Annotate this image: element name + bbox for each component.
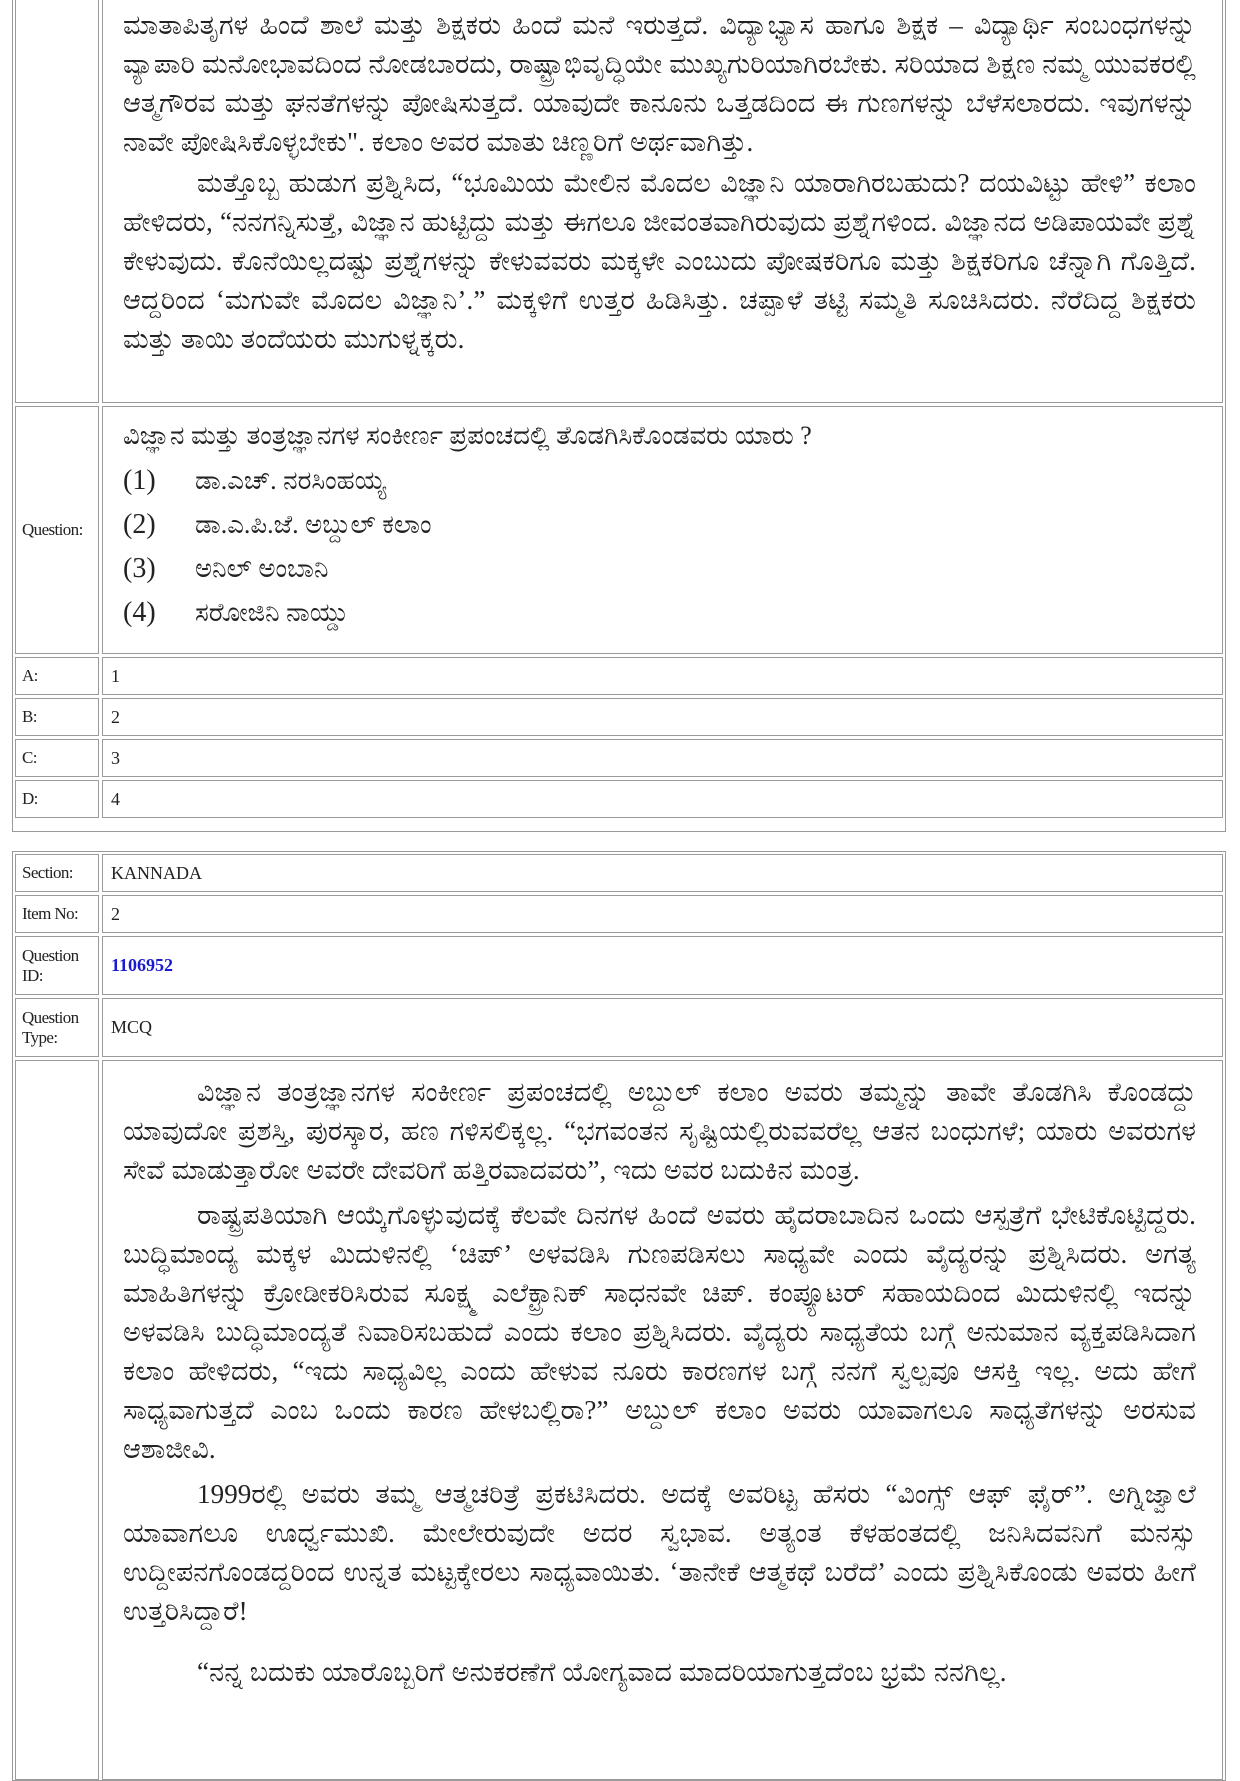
option-number: (1) <box>123 465 156 496</box>
question-type-row <box>15 998 1223 1057</box>
passage-paragraph: ರಾಷ್ಟ್ರಪತಿಯಾಗಿ ಆಯ್ಕೆಗೊಳ್ಳುವುದಕ್ಕೆ ಕೆಲವೇ ದಿನಗಳ ಹಿಂದೆ ಅವರು ಹೈದರಾಬಾದಿನ ಒಂದು ಆಸ್ಪತ್ರೆಗೆ ಭೇಟಿಕೊಟ್ಟಿದ್ದರು. ಬುದ್ಧಿಮಾಂದ್ಯ ಮಕ್ಕಳ ಮಿದುಳಿನಲ್ಲಿ ‘ಚಿಪ್’ ಅಳವಡಿಸಿ ಗುಣಪಡಿಸಲು ಸಾಧ್ಯವೇ ಎಂದು ವೈದ್ಯರನ್ನು ಪ್ರಶ್ನಿಸಿದರು. ಅಗತ್ಯ ಮಾಹಿತಿಗಳನ್ನು ಕ್ರೋಡೀಕರಿಸಿರುವ ಸೂಕ್ಷ್ಮ ಎಲೆಕ್ಟ್ರಾನಿಕ್ ಸಾಧನವೇ ಚಿಪ್. ಕಂಪ್ಯೂಟರ್ ಸಹಾಯದಿಂದ ಮಿದುಳಿನಲ್ಲಿ ಇದನ್ನು ಅಳವಡಿಸಿ ಬುದ್ಧಿಮಾಂದ್ಯತೆ ನಿವಾರಿಸಬಹುದೆ ಎಂದು ಕಲಾಂ ಪ್ರಶ್ನಿಸಿದರು. ವೈದ್ಯರು ಸಾಧ್ಯತೆಯ ಬಗ್ಗೆ ಅನುಮಾನ ವ್ಯಕ್ತಪಡಿಸಿದಾಗ ಕಲಾಂ ಹೇಳಿದರು, “ಇದು ಸಾಧ್ಯವಿಲ್ಲ ಎಂದು ಹೇಳುವ ನೂರು ಕಾರಣಗಳ ಬಗ್ಗೆ ನನಗೆ ಸ್ವಲ್ಪವೂ ಆಸಕ್ತಿ ಇಲ್ಲ. ಅದು ಹೇಗೆ ಸಾಧ್ಯವಾಗುತ್ತದೆ ಎಂಬ ಒಂದು ಕಾರಣ ಹೇಳಬಲ್ಲಿರಾ?” ಅಬ್ದುಲ್ ಕಲಾಂ ಅವರು ಯಾವಾಗಲೂ ಸಾಧ್ಯತೆಗಳನ್ನು ಅರಸುವ ಆಶಾಜೀವಿ. <box>123 1200 1196 1464</box>
question-stem: ವಿಜ್ಞಾನ ಮತ್ತು ತಂತ್ರಜ್ಞಾನಗಳ ಸಂಕೀರ್ಣ ಪ್ರಪಂಚದಲ್ಲಿ ತೊಡಗಿಸಿಕೊಂಡವರು ಯಾರು ? <box>123 421 812 450</box>
item-no-value: 2 <box>102 895 1223 933</box>
passage-paragraph: 1999ರಲ್ಲಿ ಅವರು ತಮ್ಮ ಆತ್ಮಚರಿತ್ರೆ ಪ್ರಕಟಿಸಿದರು. ಅದಕ್ಕೆ ಅವರಿಟ್ಟ ಹೆಸರು “ವಿಂಗ್ಸ್ ಆಫ್ ಫೈರ್”. ಅಗ್ನಿಜ್ವಾಲೆ ಯಾವಾಗಲೂ ಊರ್ಧ್ವಮುಖಿ. ಮೇಲೇರುವುದೇ ಅದರ ಸ್ವಭಾವ. ಅತ್ಯಂತ ಕೆಳಹಂತದಲ್ಲಿ ಜನಿಸಿದವನಿಗೆ ಮನಸ್ಸು ಉದ್ದೀಪನಗೊಂಡದ್ದರಿಂದ ಉನ್ನತ ಮಟ್ಟಕ್ಕೇರಲು ಸಾಧ್ಯವಾಯಿತು. ‘ತಾನೇಕೆ ಆತ್ಮಕಥೆ ಬರೆದೆ’ ಎಂದು ಪ್ರಶ್ನಿಸಿಕೊಂಡು ಅವರು ಹೀಗೆ ಉತ್ತರಿಸಿದ್ದಾರೆ! <box>123 1479 1196 1626</box>
answer-row-d <box>15 780 1223 818</box>
section-value: KANNADA <box>102 854 1223 892</box>
option-text: ಸರೋಜಿನಿ ನಾಯ್ಡು <box>195 598 349 627</box>
question-id-label: Question ID: <box>15 936 99 995</box>
passage-paragraph: ಮತ್ತೊಬ್ಬ ಹುಡುಗ ಪ್ರಶ್ನಿಸಿದ, “ಭೂಮಿಯ ಮೇಲಿನ ಮೊದಲ ವಿಜ್ಞಾನಿ ಯಾರಾಗಿರಬಹುದು? ದಯವಿಟ್ಟು ಹೇಳಿ” ಕಲಾಂ ಹೇಳಿದರು, “ನನಗನ್ನಿಸುತ್ತೆ, ವಿಜ್ಞಾನ ಹುಟ್ಟಿದ್ದು ಮತ್ತು ಈಗಲೂ ಜೀವಂತವಾಗಿರುವುದು ಪ್ರಶ್ನೆಗಳಿಂದ. ವಿಜ್ಞಾನದ ಅಡಿಪಾಯವೇ ಪ್ರಶ್ನೆ ಕೇಳುವುದು. ಕೊನೆಯಿಲ್ಲದಷ್ಟು ಪ್ರಶ್ನೆಗಳನ್ನು ಕೇಳುವವರು ಮಕ್ಕಳೇ ಎಂಬುದು ಪೋಷಕರಿಗೂ ಮತ್ತು ಶಿಕ್ಷಕರಿಗೂ ಚೆನ್ನಾಗಿ ಗೊತ್ತಿದೆ. ಆದ್ದರಿಂದ ‘ಮಗುವೇ ಮೊದಲ ವಿಜ್ಞಾನಿ’.” ಮಕ್ಕಳಿಗೆ ಉತ್ತರ ಹಿಡಿಸಿತ್ತು. ಚಪ್ಪಾಳೆ ತಟ್ಟಿ ಸಮ್ಮತಿ ಸೂಚಿಸಿದರು. ನೆರೆದಿದ್ದ ಶಿಕ್ಷಕರು ಮತ್ತು ತಾಯಿ ತಂದೆಯರು ಮುಗುಳ್ನಕ್ಕರು. <box>123 168 1196 354</box>
answer-value: 2 <box>102 698 1223 736</box>
answer-value: 4 <box>102 780 1223 818</box>
option-number: (2) <box>123 509 156 540</box>
section-label: Section: <box>15 854 99 892</box>
question-type-label: Question Type: <box>15 998 99 1057</box>
answer-label: D: <box>15 780 99 818</box>
question-item-1 <box>12 0 1226 832</box>
passage-text <box>102 1060 1223 1780</box>
passage-paragraph: ವಿಜ್ಞಾನ ತಂತ್ರಜ್ಞಾನಗಳ ಸಂಕೀರ್ಣ ಪ್ರಪಂಚದಲ್ಲಿ ಅಬ್ದುಲ್ ಕಲಾಂ ಅವರು ತಮ್ಮನ್ನು ತಾವೇ ತೊಡಗಿಸಿ ಕೊಂಡದ್ದು ಯಾವುದೋ ಪ್ರಶಸ್ತಿ, ಪುರಸ್ಕಾರ, ಹಣ ಗಳಿಸಲಿಕ್ಕಲ್ಲ. “ಭಗವಂತನ ಸೃಷ್ಟಿಯಲ್ಲಿರುವವರೆಲ್ಲ ಆತನ ಬಂಧುಗಳೆ; ಯಾರು ಅವರುಗಳ ಸೇವೆ ಮಾಡುತ್ತಾರೋ ಅವರೇ ದೇವರಿಗೆ ಹತ್ತಿರವಾದವರು”, ಇದು ಅವರ ಬದುಕಿನ ಮಂತ್ರ. <box>123 1077 1196 1185</box>
answer-row-c <box>15 739 1223 777</box>
option-number: (4) <box>123 597 156 628</box>
question-id-row <box>15 936 1223 995</box>
answer-label: B: <box>15 698 99 736</box>
question-row <box>15 406 1223 654</box>
passage-label-cell <box>15 0 99 403</box>
option-number: (3) <box>123 553 156 584</box>
question-id-value: 1106952 <box>102 936 1223 995</box>
answer-label: A: <box>15 657 99 695</box>
question-label: Question: <box>15 406 99 654</box>
passage-label-cell <box>15 1060 99 1780</box>
option-3 <box>123 547 1200 591</box>
question-content <box>102 406 1223 654</box>
option-1 <box>123 459 1200 503</box>
option-4 <box>123 591 1200 635</box>
passage-paragraph: ಮಾತಾಪಿತೃಗಳ ಹಿಂದೆ ಶಾಲೆ ಮತ್ತು ಶಿಕ್ಷಕರು ಹಿಂದೆ ಮನೆ ಇರುತ್ತದೆ. ವಿದ್ಯಾಭ್ಯಾಸ ಹಾಗೂ ಶಿಕ್ಷಕ – ವಿದ್ಯಾರ್ಥಿ ಸಂಬಂಧಗಳನ್ನು ವ್ಯಾಪಾರಿ ಮನೋಭಾವದಿಂದ ನೋಡಬಾರದು, ರಾಷ್ಟ್ರಾಭಿವೃದ್ಧಿಯೇ ಮುಖ್ಯಗುರಿಯಾಗಿರಬೇಕು. ಸರಿಯಾದ ಶಿಕ್ಷಣ ನಮ್ಮ ಯುವಕರಲ್ಲಿ ಆತ್ಮಗೌರವ ಮತ್ತು ಘನತೆಗಳನ್ನು ಪೋಷಿಸುತ್ತದೆ. ಯಾವುದೇ ಕಾನೂನು ಒತ್ತಡದಿಂದ ಈ ಗುಣಗಳನ್ನು ಬೆಳೆಸಲಾರದು. ಇವುಗಳನ್ನು ನಾವೇ ಪೋಷಿಸಿಕೊಳ್ಳಬೇಕು". ಕಲಾಂ ಅವರ ಮಾತು ಚಿಣ್ಣರಿಗೆ ಅರ್ಥವಾಗಿತ್ತು. <box>123 10 1196 157</box>
question-item-2 <box>12 851 1226 1781</box>
option-text: ಡಾ.ಎ.ಪಿ.ಜೆ. ಅಬ್ದುಲ್ ಕಲಾಂ <box>195 510 432 539</box>
answer-label: C: <box>15 739 99 777</box>
option-text: ಡಾ.ಎಚ್. ನರಸಿಂಹಯ್ಯ <box>195 466 387 495</box>
passage-paragraph: “ನನ್ನ ಬದುಕು ಯಾರೊಬ್ಬರಿಗೆ ಅನುಕರಣೆಗೆ ಯೋಗ್ಯವಾದ ಮಾದರಿಯಾಗುತ್ತದೆಂಬ ಭ್ರಮೆ ನನಗಿಲ್ಲ. <box>197 1657 1007 1687</box>
section-row <box>15 854 1223 892</box>
option-text: ಅನಿಲ್ ಅಂಬಾನಿ <box>195 554 329 583</box>
answer-value: 1 <box>102 657 1223 695</box>
passage-text <box>102 0 1223 403</box>
passage-row <box>15 1060 1223 1780</box>
answer-value: 3 <box>102 739 1223 777</box>
passage-row <box>15 0 1223 403</box>
question-type-value: MCQ <box>102 998 1223 1057</box>
answer-row-b <box>15 698 1223 736</box>
item-no-row <box>15 895 1223 933</box>
answer-row-a <box>15 657 1223 695</box>
item-no-label: Item No: <box>15 895 99 933</box>
option-2 <box>123 503 1200 547</box>
